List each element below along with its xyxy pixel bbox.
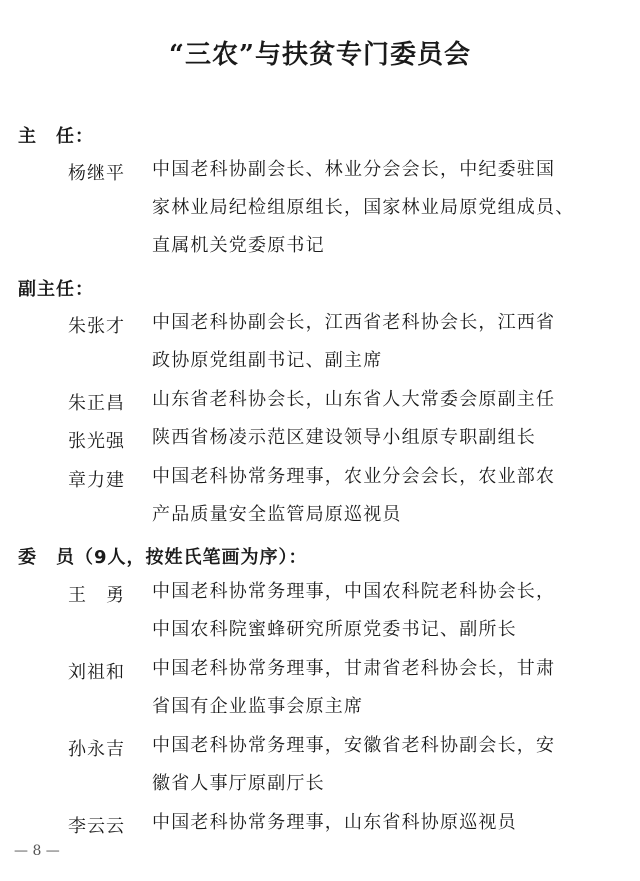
page-title: “三农”与扶贫专门委员会 <box>169 40 471 70</box>
description-line: 中国老科协常务理事，山东省科协原巡视员 <box>152 812 517 833</box>
person-description <box>152 304 622 380</box>
person-name: 杨继平 <box>68 163 125 184</box>
description-line: 中国老科协常务理事，中国农科院老科协会长， <box>152 581 556 602</box>
person-name: 朱张才 <box>68 316 125 337</box>
description-line: 产品质量安全监管局原巡视员 <box>152 504 402 525</box>
description-line: 中国老科协副会长、林业分会会长，中纪委驻国 <box>152 159 556 180</box>
description-line: 徽省人事厅原副厅长 <box>152 773 325 794</box>
person-description <box>152 650 622 726</box>
section-members: 委 员（9人，按姓氏笔画为序）： <box>18 547 308 568</box>
section-deputy: 副主任： <box>18 279 94 300</box>
description-line: 政协原党组副书记、副主席 <box>152 350 383 371</box>
person-description <box>152 419 622 457</box>
description-line: 中国老科协常务理事，安徽省老科协副会长，安 <box>152 735 556 756</box>
person-name: 刘祖和 <box>68 662 125 683</box>
page-number: — 8 — <box>14 843 60 859</box>
description-line: 中国老科协常务理事，甘肃省老科协会长，甘肃 <box>152 658 556 679</box>
description-line: 中国老科协副会长，江西省老科协会长，江西省 <box>152 312 556 333</box>
description-line: 陕西省杨凌示范区建设领导小组原专职副组长 <box>152 427 536 448</box>
person-name: 王 勇 <box>68 585 125 606</box>
person-name: 李云云 <box>68 816 125 837</box>
description-line: 山东省老科协会长，山东省人大常委会原副主任 <box>152 389 556 410</box>
person-description <box>152 804 622 842</box>
person-name: 朱正昌 <box>68 393 125 414</box>
description-line: 中国老科协常务理事，农业分会会长，农业部农 <box>152 466 556 487</box>
person-description <box>152 727 622 803</box>
description-line: 直属机关党委原书记 <box>152 235 325 256</box>
person-description <box>152 381 622 419</box>
person-description <box>152 458 622 534</box>
section-director: 主 任： <box>18 126 94 147</box>
person-name: 张光强 <box>68 431 125 452</box>
person-name: 孙永吉 <box>68 739 125 760</box>
description-line: 省国有企业监事会原主席 <box>152 696 364 717</box>
person-description <box>152 151 622 265</box>
person-name: 章力建 <box>68 470 125 491</box>
description-line: 家林业局纪检组原组长，国家林业局原党组成员、 <box>152 197 575 218</box>
person-description <box>152 573 622 649</box>
description-line: 中国农科院蜜蜂研究所原党委书记、副所长 <box>152 619 517 640</box>
